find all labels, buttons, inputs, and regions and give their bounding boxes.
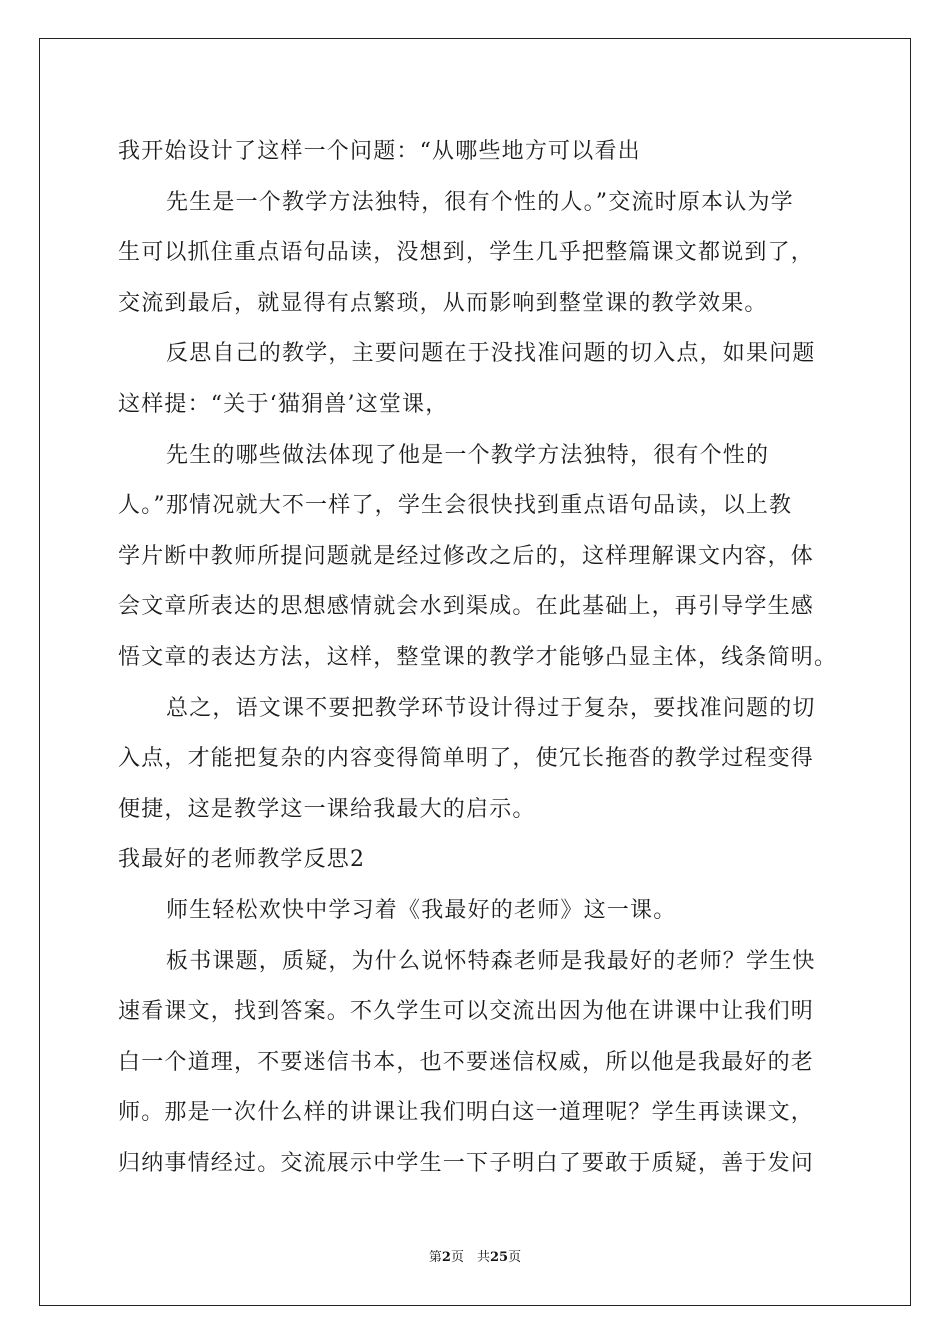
text-line: 便捷，这是教学这一课给我最大的启示。 [118, 796, 536, 822]
page-footer [0, 1246, 950, 1265]
text-line: 反思自己的教学，主要问题在于没找准问题的切入点，如果问题 [166, 341, 816, 367]
text-line: 师。那是一次什么样的讲课让我们明白这一道理呢？学生再读课文， [118, 1100, 815, 1126]
text-line: 总之，语文课不要把教学环节设计得过于复杂，要找准问题的切 [166, 695, 816, 721]
text-line: 白一个道理，不要迷信书本，也不要迷信权威，所以他是我最好的老 [118, 1049, 815, 1075]
text-line: 归纳事情经过。交流展示中学生一下子明白了要敢于质疑，善于发问 [118, 1150, 815, 1176]
text-line: 悟文章的表达方法，这样，整堂课的教学才能够凸显主体，线条简明。 [118, 644, 838, 670]
text-line: 师生轻松欢快中学习着《我最好的老师》这一课。 [166, 897, 677, 923]
text-line: 会文章所表达的思想感情就会水到渠成。在此基础上，再引导学生感 [118, 594, 815, 620]
text-line: 速看课文，找到答案。不久学生可以交流出因为他在讲课中让我们明 [118, 999, 815, 1025]
text-line: 我最好的老师教学反思2 [118, 847, 366, 873]
text-line: 板书课题，质疑，为什么说怀特森老师是我最好的老师？学生快 [166, 948, 816, 974]
text-line: 先生的哪些做法体现了他是一个教学方法独特，很有个性的 [166, 442, 770, 468]
text-line: 这样提：“关于‘猫狷兽’这堂课， [118, 391, 449, 417]
text-line: 学片断中教师所提问题就是经过修改之后的，这样理解课文内容，体 [118, 543, 815, 569]
current-page-number: 2 [441, 1250, 451, 1265]
text-line: 交流到最后，就显得有点繁琐，从而影响到整堂课的教学效果。 [118, 290, 768, 316]
text-line: 生可以抓住重点语句品读，没想到，学生几乎把整篇课文都说到了， [118, 240, 815, 266]
document-body [118, 127, 838, 1189]
text-line: 人。”那情况就大不一样了，学生会很快找到重点语句品读，以上教 [118, 493, 793, 519]
footer-suffix: 页 [508, 1250, 522, 1265]
footer-mid: 页 共 [450, 1250, 490, 1265]
text-line: 先生是一个教学方法独特，很有个性的人。”交流时原本认为学 [166, 189, 794, 215]
text-line: 我开始设计了这样一个问题：“从哪些地方可以看出 [118, 139, 641, 164]
footer-prefix: 第 [428, 1250, 442, 1265]
total-pages: 25 [489, 1250, 509, 1265]
text-line: 入点，才能把复杂的内容变得简单明了，使冗长拖沓的教学过程变得 [118, 746, 815, 772]
